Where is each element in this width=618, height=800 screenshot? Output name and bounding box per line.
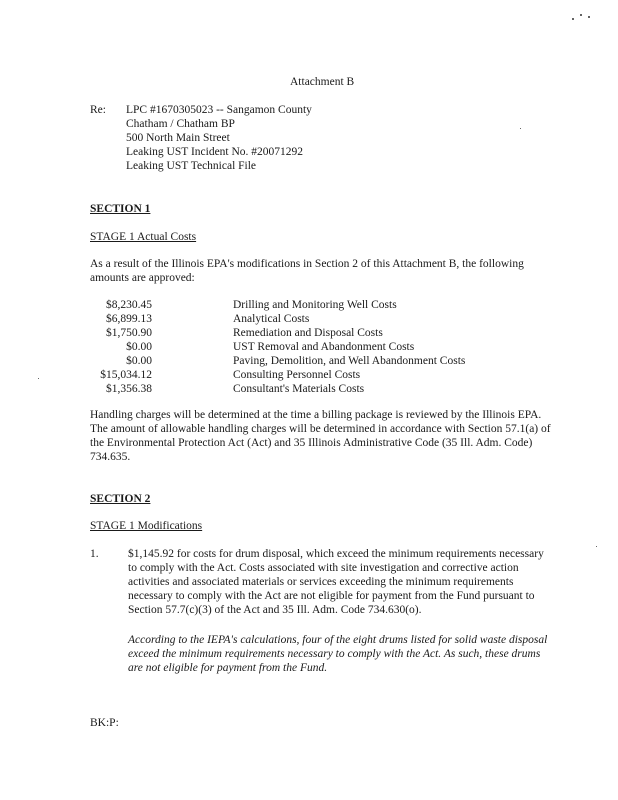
cost-row: [90, 382, 560, 396]
cost-description: Consulting Personnel Costs: [233, 369, 361, 381]
re-line: Leaking UST Technical File: [126, 160, 257, 172]
cost-row: [90, 326, 560, 340]
cost-description: UST Removal and Abandonment Costs: [233, 341, 415, 353]
cost-amount: $0.00: [126, 341, 152, 353]
re-line: Chatham / Chatham BP: [126, 118, 235, 130]
modification-number: 1.: [90, 548, 99, 560]
cost-amount: $0.00: [126, 355, 152, 367]
attachment-title: Attachment B: [290, 76, 355, 88]
cost-amount: $1,356.38: [106, 383, 152, 395]
handling-charges-note: Handling charges will be determined at the time a billing package is reviewed by the Illinois EPA. The amount of allowable handling charges will be determined in accordance with Section 57.1(a) of the Environmental Protection Act (Act) and 35 Illinois Administrative Code (35 Ill. Adm. Code) 734.635.: [90, 409, 551, 463]
scan-speck: [580, 14, 582, 16]
cost-description: Remediation and Disposal Costs: [233, 327, 383, 339]
cost-row: [90, 368, 560, 382]
cost-row: [90, 354, 560, 368]
section-1-heading: SECTION 1: [90, 203, 151, 215]
cost-row: [90, 298, 560, 312]
section-1-intro: As a result of the Illinois EPA's modifications in Section 2 of this Attachment B, the following amounts are approved:: [90, 258, 524, 284]
cost-description: Paving, Demolition, and Well Abandonment Costs: [233, 355, 466, 367]
scan-speck: [596, 546, 597, 547]
cost-description: Analytical Costs: [233, 313, 310, 325]
scan-speck: [572, 18, 574, 20]
cost-amount: $15,034.12: [100, 369, 152, 381]
re-line: Leaking UST Incident No. #20071292: [126, 146, 304, 158]
cost-amount: $1,750.90: [106, 327, 152, 339]
re-label: Re:: [90, 104, 106, 116]
cost-description: Consultant's Materials Costs: [233, 383, 365, 395]
modification-note: According to the IEPA's calculations, four of the eight drums listed for solid waste disposal exceed the minimum requirements necessary to comply with the Act. As such, these drums are not eligible for payment from the Fund.: [128, 634, 548, 674]
cost-amount: $8,230.45: [106, 299, 152, 311]
section-2-subheading: STAGE 1 Modifications: [90, 520, 203, 532]
cost-row: [90, 340, 560, 354]
modification-text: $1,145.92 for costs for drum disposal, which exceed the minimum requirements necessary to comply with the Act. Costs associated with site investigation and corrective action activities and associated materials or services exceeding the minimum requirements necessary to comply with the Act are not eligible for payment from the Fund pursuant to Section 57.7(c)(3) of the Act and 35 Ill. Adm. Code 734.630(o).: [128, 548, 544, 616]
scan-speck: [588, 16, 590, 18]
scan-speck: [38, 378, 39, 379]
re-line: LPC #1670305023 -- Sangamon County: [126, 104, 312, 116]
cost-row: [90, 312, 560, 326]
footer-initials: BK:P:: [90, 717, 119, 729]
section-2-heading: SECTION 2: [90, 493, 151, 505]
cost-description: Drilling and Monitoring Well Costs: [233, 299, 397, 311]
cost-amount: $6,899.13: [106, 313, 152, 325]
section-1-subheading: STAGE 1 Actual Costs: [90, 231, 197, 243]
re-line: 500 North Main Street: [126, 132, 230, 144]
scan-speck: [520, 128, 521, 129]
